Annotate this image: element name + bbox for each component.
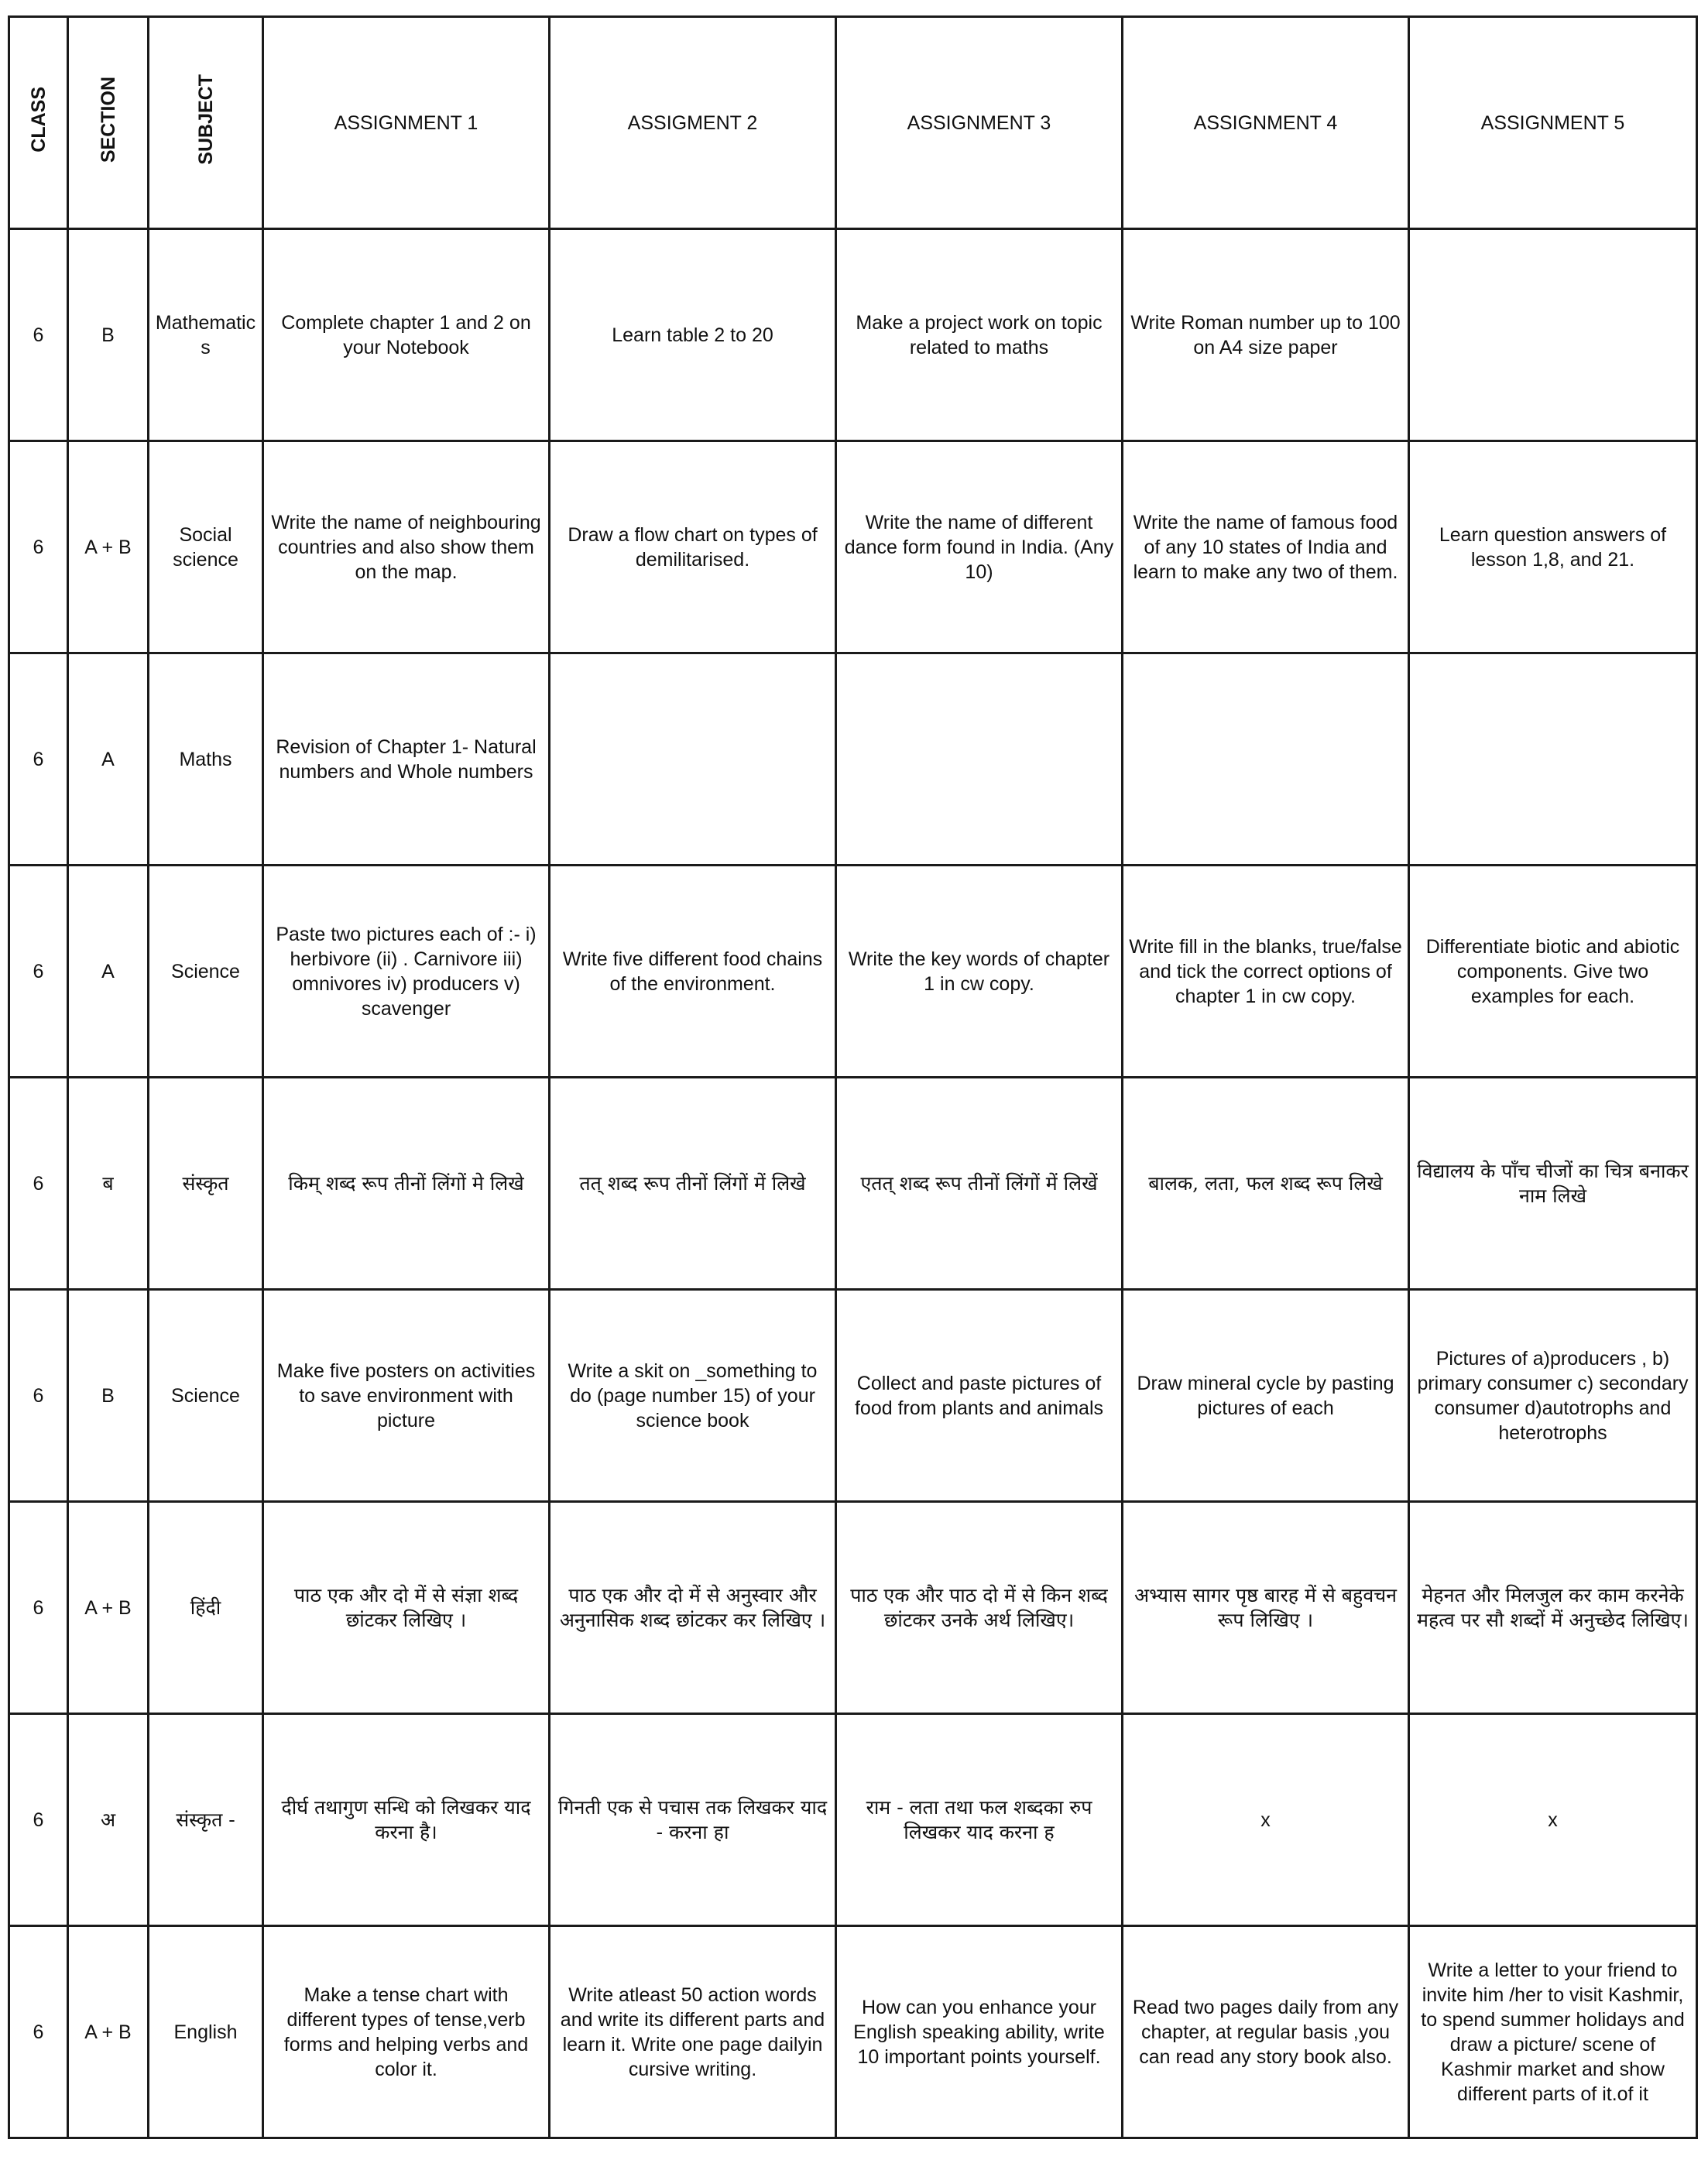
cell-assignment-1: किम् शब्द रूप तीनों लिंगों मे लिखे — [263, 1078, 550, 1290]
cell-assignment-4: Write fill in the blanks, true/false and tick the correct options of chapter 1 in cw copy. — [1123, 866, 1409, 1078]
cell-section: A + B — [68, 1926, 149, 2138]
cell-assignment-5: मेहनत और मिलजुल कर काम करनेके महत्व पर सौ शब्दों में अनुच्छेद लिखिए। — [1409, 1502, 1697, 1714]
cell-assignment-3: राम - लता तथा फल शब्दका रुप लिखकर याद करना ह — [836, 1714, 1123, 1926]
cell-assignment-1: दीर्घ तथागुण सन्धि को लिखकर याद करना है। — [263, 1714, 550, 1926]
cell-assignment-5 — [1409, 653, 1697, 866]
header-section-label: SECTION — [97, 76, 119, 163]
cell-class: 6 — [9, 1926, 68, 2138]
cell-subject: Maths — [149, 653, 263, 866]
assignment-table — [8, 15, 1698, 2139]
table-row — [9, 229, 1697, 441]
cell-assignment-4: x — [1123, 1714, 1409, 1926]
table-row — [9, 1078, 1697, 1290]
cell-assignment-4 — [1123, 653, 1409, 866]
cell-assignment-3: पाठ एक और पाठ दो में से किन शब्द छांटकर उनके अर्थ लिखिए। — [836, 1502, 1123, 1714]
table-row — [9, 653, 1697, 866]
cell-assignment-5 — [1409, 229, 1697, 441]
cell-subject: Science — [149, 866, 263, 1078]
cell-assignment-5: Write a letter to your friend to invite him /her to visit Kashmir, to spend summer holidays and draw a picture/ scene of Kashmir market and show different parts of it.of it — [1409, 1926, 1697, 2138]
table-row — [9, 1290, 1697, 1502]
cell-assignment-3: How can you enhance your English speaking ability, write 10 important points yourself. — [836, 1926, 1123, 2138]
cell-assignment-1: Revision of Chapter 1- Natural numbers and Whole numbers — [263, 653, 550, 866]
table-row — [9, 1502, 1697, 1714]
cell-assignment-4: Read two pages daily from any chapter, at regular basis ,you can read any story book also. — [1123, 1926, 1409, 2138]
cell-assignment-1: Make a tense chart with different types of tense,verb forms and helping verbs and color it. — [263, 1926, 550, 2138]
cell-section: A — [68, 866, 149, 1078]
cell-assignment-2: Write five different food chains of the environment. — [550, 866, 836, 1078]
cell-subject: English — [149, 1926, 263, 2138]
cell-assignment-2: Write atleast 50 action words and write its different parts and learn it. Write one page dailyin cursive writing. — [550, 1926, 836, 2138]
cell-section: A — [68, 653, 149, 866]
cell-assignment-3 — [836, 653, 1123, 866]
cell-section: अ — [68, 1714, 149, 1926]
cell-assignment-2 — [550, 653, 836, 866]
cell-assignment-2: पाठ एक और दो में से अनुस्वार और अनुनासिक शब्द छांटकर कर लिखिए । — [550, 1502, 836, 1714]
header-assignment-4: ASSIGNMENT 4 — [1123, 17, 1409, 229]
cell-subject: संस्कृत — [149, 1078, 263, 1290]
cell-assignment-1: पाठ एक और दो में से संज्ञा शब्द छांटकर लिखिए । — [263, 1502, 550, 1714]
cell-assignment-2: तत् शब्द रूप तीनों लिंगों में लिखे — [550, 1078, 836, 1290]
cell-assignment-2: Write a skit on _something to do (page number 15) of your science book — [550, 1290, 836, 1502]
table-row — [9, 1926, 1697, 2138]
cell-class: 6 — [9, 1714, 68, 1926]
header-subject-label: SUBJECT — [194, 74, 217, 165]
header-class — [9, 17, 68, 229]
table-row — [9, 866, 1697, 1078]
cell-class: 6 — [9, 441, 68, 653]
cell-assignment-5: Differentiate biotic and abiotic components. Give two examples for each. — [1409, 866, 1697, 1078]
cell-section: A + B — [68, 441, 149, 653]
cell-assignment-3: एतत् शब्द रूप तीनों लिंगों में लिखें — [836, 1078, 1123, 1290]
cell-class: 6 — [9, 866, 68, 1078]
table-row — [9, 1714, 1697, 1926]
cell-subject: संस्कृत - — [149, 1714, 263, 1926]
cell-section: B — [68, 1290, 149, 1502]
cell-assignment-1: Make five posters on activities to save environment with picture — [263, 1290, 550, 1502]
cell-assignment-1: Paste two pictures each of :- i) herbivore (ii) . Carnivore iii) omnivores iv) producers v) scavenger — [263, 866, 550, 1078]
cell-assignment-5: Pictures of a)producers , b) primary consumer c) secondary consumer d)autotrophs and heterotrophs — [1409, 1290, 1697, 1502]
cell-assignment-5: x — [1409, 1714, 1697, 1926]
header-row — [9, 17, 1697, 229]
cell-class: 6 — [9, 229, 68, 441]
cell-assignment-5: विद्यालय के पाँच चीजों का चित्र बनाकर नाम लिखे — [1409, 1078, 1697, 1290]
cell-subject: Social science — [149, 441, 263, 653]
header-class-label: CLASS — [27, 87, 50, 153]
table-row — [9, 441, 1697, 653]
cell-assignment-3: Write the key words of chapter 1 in cw copy. — [836, 866, 1123, 1078]
cell-section: B — [68, 229, 149, 441]
cell-assignment-4: Write the name of famous food of any 10 states of India and learn to make any two of them. — [1123, 441, 1409, 653]
cell-class: 6 — [9, 1078, 68, 1290]
cell-assignment-3: Write the name of different dance form found in India. (Any 10) — [836, 441, 1123, 653]
cell-assignment-5: Learn question answers of lesson 1,8, and 21. — [1409, 441, 1697, 653]
cell-section: ब — [68, 1078, 149, 1290]
header-assignment-3: ASSIGNMENT 3 — [836, 17, 1123, 229]
cell-class: 6 — [9, 1502, 68, 1714]
header-assignment-2: ASSIGMENT 2 — [550, 17, 836, 229]
cell-assignment-3: Collect and paste pictures of food from plants and animals — [836, 1290, 1123, 1502]
cell-subject: Science — [149, 1290, 263, 1502]
cell-assignment-2: गिनती एक से पचास तक लिखकर याद - करना हा — [550, 1714, 836, 1926]
cell-class: 6 — [9, 653, 68, 866]
cell-assignment-4: अभ्यास सागर पृष्ठ बारह में से बहुवचन रूप लिखिए । — [1123, 1502, 1409, 1714]
header-section — [68, 17, 149, 229]
cell-class: 6 — [9, 1290, 68, 1502]
cell-assignment-4: Write Roman number up to 100 on A4 size paper — [1123, 229, 1409, 441]
cell-section: A + B — [68, 1502, 149, 1714]
cell-assignment-2: Draw a flow chart on types of demilitarised. — [550, 441, 836, 653]
cell-assignment-3: Make a project work on topic related to maths — [836, 229, 1123, 441]
cell-assignment-1: Write the name of neighbouring countries and also show them on the map. — [263, 441, 550, 653]
cell-assignment-1: Complete chapter 1 and 2 on your Notebook — [263, 229, 550, 441]
header-subject — [149, 17, 263, 229]
cell-assignment-4: बालक, लता, फल शब्द रूप लिखे — [1123, 1078, 1409, 1290]
cell-subject: हिंदी — [149, 1502, 263, 1714]
header-assignment-1: ASSIGNMENT 1 — [263, 17, 550, 229]
cell-subject: Mathematic s — [149, 229, 263, 441]
cell-assignment-4: Draw mineral cycle by pasting pictures of each — [1123, 1290, 1409, 1502]
header-assignment-5: ASSIGNMENT 5 — [1409, 17, 1697, 229]
cell-assignment-2: Learn table 2 to 20 — [550, 229, 836, 441]
